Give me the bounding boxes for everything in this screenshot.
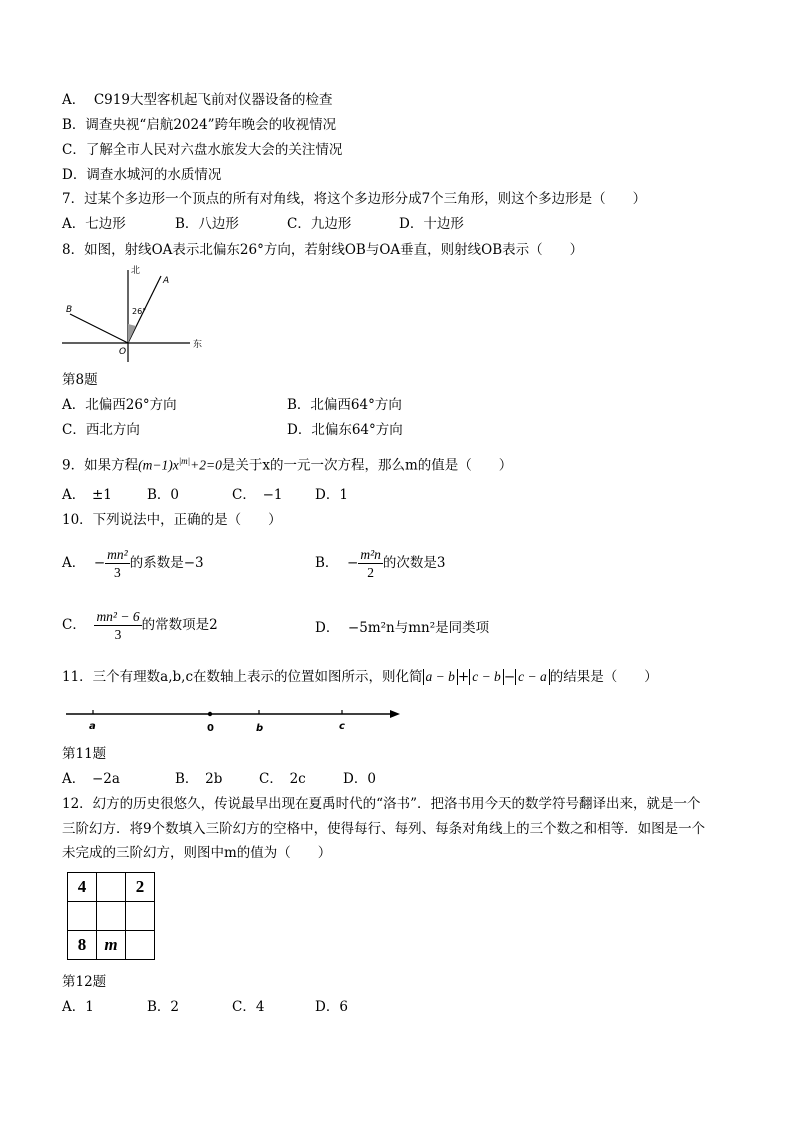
q12-stem-line3: 未完成的三阶幻方，则图中m的值为（ ） — [62, 845, 332, 861]
q11-option-d: D．0 — [343, 771, 376, 787]
q12-option-d: D．6 — [315, 999, 348, 1015]
q11-stem: 11．三个有理数a,b,c在数轴上表示的位置如图所示，则化简 a − b + c − b − c − a 的结果是（ ） — [62, 669, 658, 685]
point-a-label: A — [163, 276, 170, 286]
q8-direction-figure — [62, 262, 212, 364]
q6-option-b: B．调查央视“启航2024”跨年晚会的收视情况 — [62, 117, 337, 133]
q9-option-a: A． ±1 — [62, 487, 112, 503]
angle-marker — [128, 324, 136, 343]
north-label: 北 — [131, 266, 141, 276]
q12-option-b: B．2 — [147, 999, 180, 1015]
q6-option-c: C．了解全市人民对六盘水旅发大会的关注情况 — [62, 142, 343, 158]
q7-option-b: B．八边形 — [175, 216, 239, 232]
q10-option-c: C． $\frac{\text{mn² − 6}}{3}$ 的常数项是2 — [62, 609, 218, 642]
q10-stem: 10．下列说法中，正确的是（ ） — [62, 512, 282, 528]
q8-option-c: C．西北方向 — [62, 422, 140, 438]
cell-r2c3 — [126, 902, 155, 931]
q7-stem: 7．过某个多边形一个顶点的所有对角线，将这个多边形分成7个三角形，则这个多边形是（ ） — [62, 191, 647, 207]
q12-stem-line1: 12．幻方的历史很悠久，传说最早出现在夏禹时代的“洛书”．把洛书用今天的数学符号翻译出来，就是一个 — [62, 796, 701, 812]
q7-option-a: A．七边形 — [62, 216, 126, 232]
q11-option-b: B． 2b — [175, 771, 223, 787]
label-a: a — [89, 721, 96, 732]
q8-caption: 第8题 — [62, 372, 98, 388]
cell-r3c1: 8 — [68, 931, 97, 960]
q8-stem: 8．如图，射线OA表示北偏东26°方向，若射线OB与OA垂直，则射线OB表示（ ） — [62, 242, 584, 258]
label-zero: 0 — [207, 723, 214, 734]
q8-option-d: D．北偏东64°方向 — [287, 422, 403, 438]
axis-arrow — [390, 710, 400, 718]
q11-caption: 第11题 — [62, 746, 107, 762]
label-b: b — [256, 723, 264, 734]
tick-zero — [208, 712, 212, 716]
point-b-label: B — [66, 305, 73, 315]
q10-option-b: B． − $\frac{\text{m²n}}{2}$ 的次数是3 — [315, 547, 446, 580]
q9-stem: 9．如果方程$(m-1)x^{|m|}+2=0$是关于x的一元一次方程，那么m的值是（ ） — [62, 456, 513, 474]
q11-option-c: C． 2c — [259, 771, 306, 787]
q12-option-a: A．1 — [62, 999, 94, 1015]
q6-option-d: D．调查水城河的水质情况 — [62, 167, 222, 183]
q12-caption: 第12题 — [62, 974, 107, 990]
q12-option-c: C．4 — [232, 999, 265, 1015]
cell-r1c2 — [97, 873, 126, 902]
cell-r1c3: 2 — [126, 873, 155, 902]
cell-r3c3 — [126, 931, 155, 960]
q11-option-a: A． −2a — [62, 771, 120, 787]
q12-stem-line2: 三阶幻方．将9个数填入三阶幻方的空格中，使得每行、每列、每条对角线上的三个数之和相等．如图是一个 — [62, 821, 706, 837]
q10-option-a: A． − $\frac{\text{mn²}}{3}$ 的系数是−3 — [62, 547, 204, 580]
q8-option-b: B．北偏西64°方向 — [287, 397, 402, 413]
q6-option-a: A． C919大型客机起飞前对仪器设备的检查 — [62, 92, 333, 108]
point-o-label: O — [119, 347, 127, 357]
label-c: c — [339, 721, 345, 732]
q9-option-b: B．0 — [147, 487, 180, 503]
cell-r2c2 — [97, 902, 126, 931]
cell-r1c1: 4 — [68, 873, 97, 902]
q9-option-c: C． −1 — [232, 487, 283, 503]
q9-equation: (m−1)x — [138, 457, 179, 473]
q8-option-a: A．北偏西26°方向 — [62, 397, 177, 413]
cell-r2c1 — [68, 902, 97, 931]
ray-ob — [70, 314, 128, 343]
angle-label: 26° — [132, 307, 147, 316]
q7-option-c: C．九边形 — [287, 216, 352, 232]
q12-magic-square — [67, 872, 155, 960]
q10-option-d: D． −5m²n与mn²是同类项 — [315, 620, 490, 636]
east-label: 东 — [193, 340, 203, 350]
cell-r3c2: m — [97, 931, 126, 960]
q7-option-d: D．十边形 — [399, 216, 464, 232]
q11-number-line — [62, 700, 407, 736]
q9-option-d: D．1 — [315, 487, 348, 503]
